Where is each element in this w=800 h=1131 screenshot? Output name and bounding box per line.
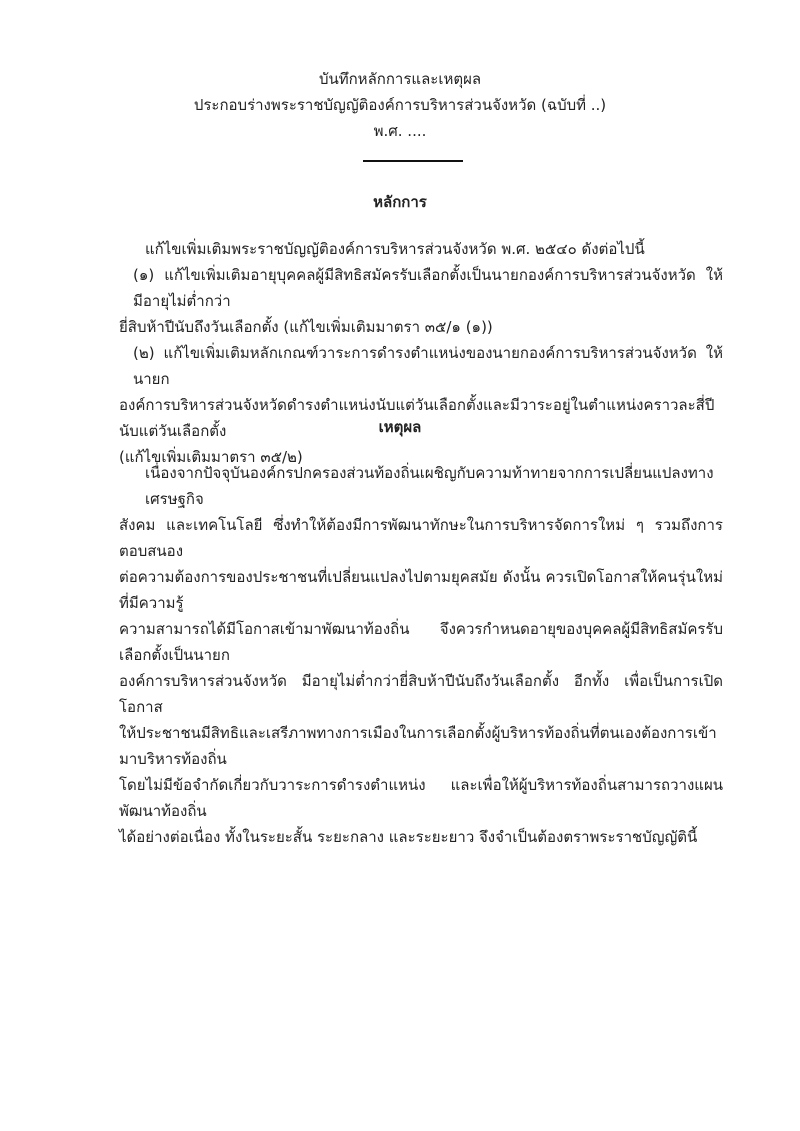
reasons-line: องค์การบริหารส่วนจังหวัด มีอายุไม่ต่ำกว่ายี่สิบห้าปีนับถึงวันเลือกตั้ง อีกทั้ง เพื่อเป็นการเปิดโอกาส — [119, 672, 723, 716]
document-header — [0, 66, 800, 144]
principles-line: ยี่สิบห้าปีนับถึงวันเลือกตั้ง (แก้ไขเพิ่มเติมมาตรา ๓๕/๑ (๑)) — [119, 318, 493, 336]
principles-line: องค์การบริหารส่วนจังหวัดดำรงตำแหน่งนับแต่วันเลือกตั้งและมีวาระอยู่ในตำแหน่งคราวละสี่ปีนับแต่วันเลือกตั้ง — [119, 396, 715, 440]
reasons-line: ได้อย่างต่อเนื่อง ทั้งในระยะสั้น ระยะกลาง และระยะยาว จึงจำเป็นต้องตราพระราชบัญญัตินี้ — [119, 828, 698, 846]
principles-line: (๑) แก้ไขเพิ่มเติมอายุบุคคลผู้มีสิทธิสมัครรับเลือกตั้งเป็นนายกองค์การบริหารส่วนจังหวัด ให้มีอายุไม่ต่ำกว่า — [133, 266, 723, 310]
document-subtitle: ประกอบร่างพระราชบัญญัติองค์การบริหารส่วนจังหวัด (ฉบับที่ ..) — [193, 96, 607, 114]
document-title: บันทึกหลักการและเหตุผล — [318, 70, 482, 88]
principles-line: (๒) แก้ไขเพิ่มเติมหลักเกณฑ์วาระการดำรงตำแหน่งของนายกองค์การบริหารส่วนจังหวัด ให้นายก — [133, 344, 723, 388]
principles-heading: หลักการ — [373, 193, 427, 211]
reasons-heading: เหตุผล — [378, 418, 422, 436]
reasons-line: โดยไม่มีข้อจำกัดเกี่ยวกับวาระการดำรงตำแหน่ง และเพื่อให้ผู้บริหารท้องถิ่นสามารถวางแผนพัฒนาท้องถิ่น — [119, 776, 723, 820]
reasons-line: สังคม และเทคโนโลยี ซึ่งทำให้ต้องมีการพัฒนาทักษะในการบริหารจัดการใหม่ ๆ รวมถึงการตอบสนอง — [119, 516, 723, 560]
principles-line: (แก้ไขเพิ่มเติมมาตรา ๓๕/๒) — [119, 448, 303, 466]
principles-line: แก้ไขเพิ่มเติมพระราชบัญญัติองค์การบริหารส่วนจังหวัด พ.ศ. ๒๕๔๐ ดังต่อไปนี้ — [145, 240, 645, 258]
reasons-section — [119, 460, 723, 850]
reasons-line: เนื่องจากปัจจุบันองค์กรปกครองส่วนท้องถิ่นเผชิญกับความท้าทายจากการเปลี่ยนแปลงทางเศรษฐกิจ — [145, 464, 714, 508]
document-year: พ.ศ. .... — [373, 122, 427, 140]
reasons-line: ต่อความต้องการของประชาชนที่เปลี่ยนแปลงไปตามยุคสมัย ดังนั้น ควรเปิดโอกาสให้คนรุ่นใหม่ ที่มีความรู้ — [119, 568, 723, 612]
reasons-line: ให้ประชาชนมีสิทธิและเสรีภาพทางการเมืองในการเลือกตั้งผู้บริหารท้องถิ่นที่ตนเองต้องการเข้ามาบริหารท้องถิ่น — [119, 724, 717, 768]
header-divider — [363, 160, 463, 162]
reasons-line: ความสามารถได้มีโอกาสเข้ามาพัฒนาท้องถิ่น จึงควรกำหนดอายุของบุคคลผู้มีสิทธิสมัครรับเลือกตั้งเป็นนายก — [119, 620, 723, 664]
